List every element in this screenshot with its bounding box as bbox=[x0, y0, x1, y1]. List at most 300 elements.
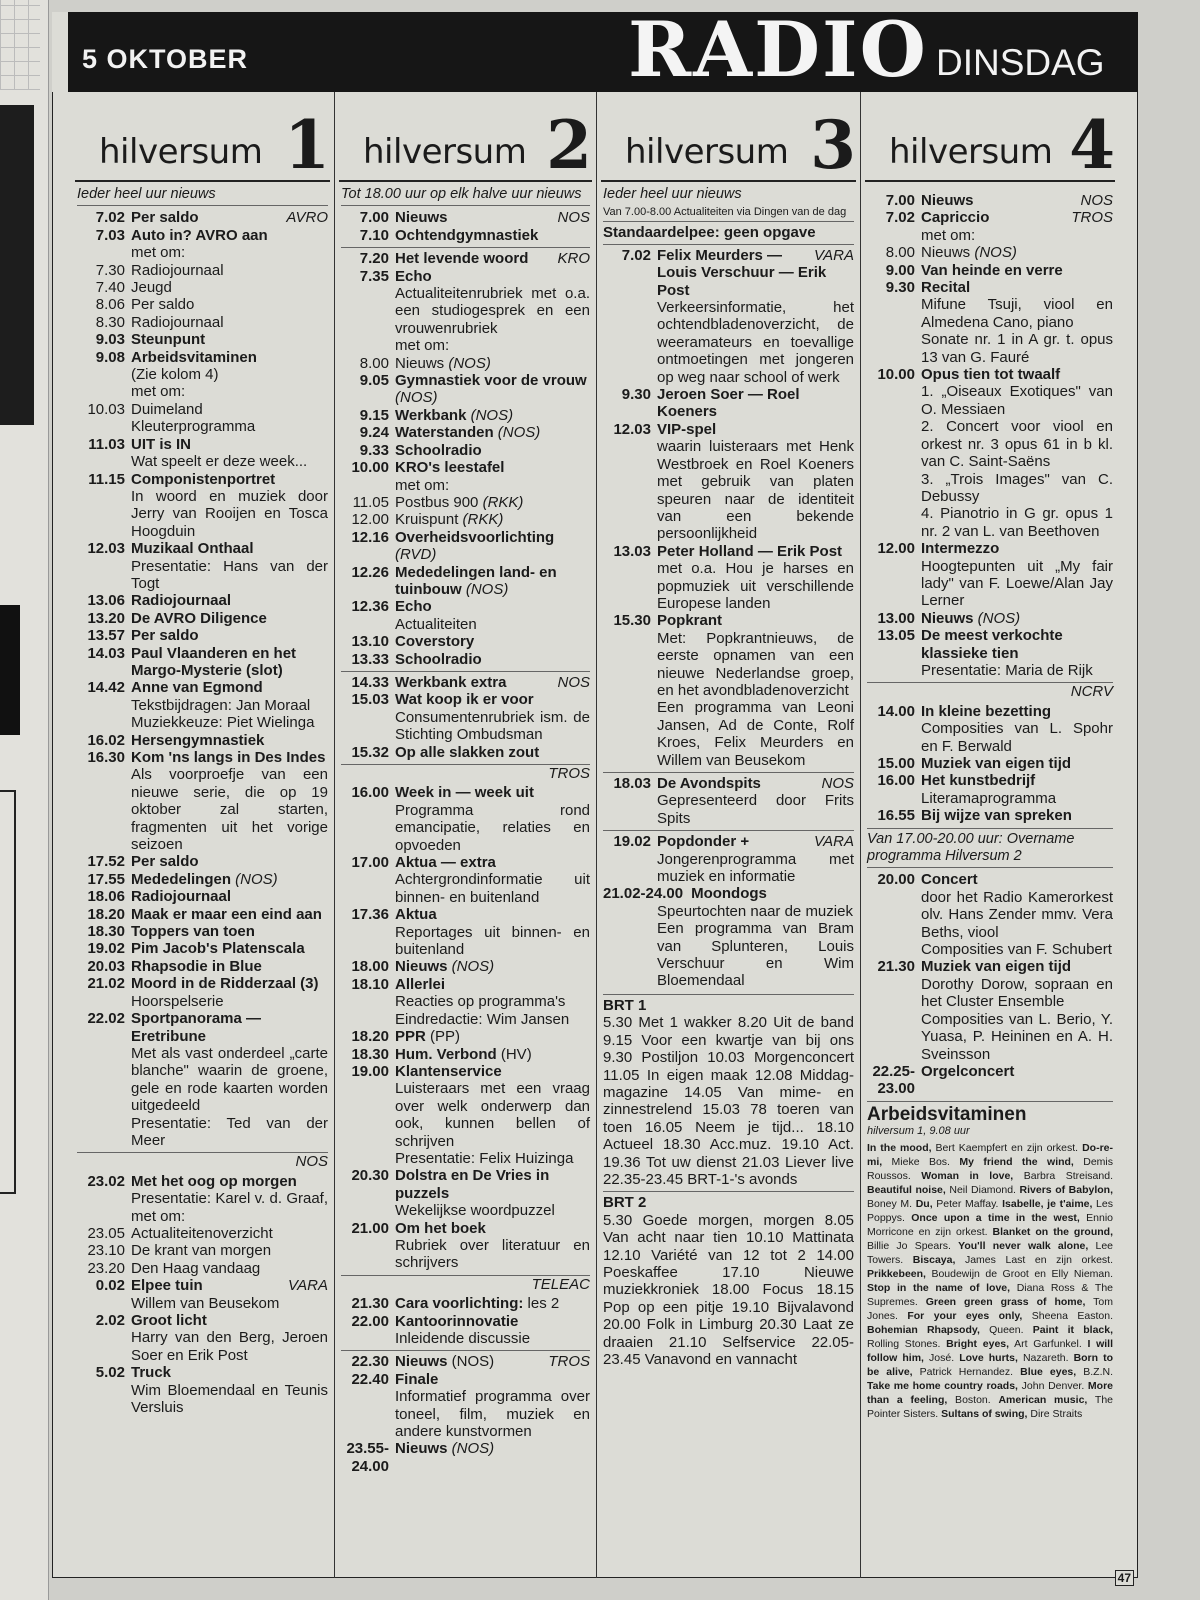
program-body bbox=[921, 279, 1113, 366]
program-body bbox=[395, 691, 590, 743]
program-body bbox=[131, 540, 328, 592]
program-body bbox=[921, 244, 1113, 261]
program-broadcaster: (NOS) bbox=[973, 609, 1021, 627]
program-body bbox=[395, 250, 590, 267]
broadcaster-label: TROS bbox=[341, 764, 590, 782]
program-time: 9.05 bbox=[359, 372, 389, 390]
program-body bbox=[395, 407, 590, 424]
program-time: 20.30 bbox=[351, 1167, 389, 1185]
program-time: 14.42 bbox=[87, 679, 125, 697]
program-title: Moord in de Ridderzaal (3) bbox=[131, 975, 319, 993]
program-entry bbox=[77, 1312, 328, 1364]
song-artist: Neil Diamond. bbox=[945, 1183, 1020, 1196]
broadcaster-tag: TROS bbox=[548, 1353, 590, 1371]
program-title: Popkrant bbox=[657, 612, 723, 630]
program-time: 14.03 bbox=[87, 644, 125, 662]
program-note: (PP) bbox=[425, 1028, 461, 1046]
page-header bbox=[68, 5, 1138, 94]
program-entry bbox=[77, 645, 328, 680]
program-entry bbox=[603, 247, 854, 386]
program-title: Elpee tuin bbox=[131, 1277, 203, 1295]
program-entry bbox=[867, 807, 1113, 824]
program-time: 13.20 bbox=[87, 609, 125, 627]
program-description: Tekstbijdragen: Jan Moraal bbox=[131, 696, 311, 714]
program-body bbox=[921, 772, 1113, 807]
program-description: Reacties op programma's bbox=[395, 993, 566, 1011]
program-time: 22.00 bbox=[351, 1312, 389, 1330]
program-entry bbox=[341, 906, 590, 958]
program-body bbox=[395, 651, 590, 668]
header-title: RADIO bbox=[628, 5, 928, 94]
program-entry bbox=[867, 610, 1113, 627]
column-note: Ieder heel uur nieuws bbox=[77, 186, 328, 206]
song-title: Du, bbox=[915, 1197, 933, 1210]
song-artist: Boston. bbox=[947, 1393, 999, 1406]
program-description: Actualiteiten bbox=[395, 615, 477, 633]
program-time: 15.00 bbox=[877, 755, 915, 772]
program-description: met om: bbox=[131, 383, 186, 401]
program-body bbox=[395, 209, 590, 226]
program-title: Nieuws bbox=[395, 1353, 448, 1371]
program-entry bbox=[77, 314, 328, 331]
program-entry bbox=[77, 592, 328, 609]
program-description: Informatief programma over toneel, film, muziek en andere kunstvormen bbox=[395, 1388, 590, 1441]
broadcaster-tag: VARA bbox=[813, 833, 854, 851]
program-entry bbox=[341, 529, 590, 564]
song-artist: Barbra Streisand. bbox=[1013, 1169, 1113, 1182]
program-title: Per saldo bbox=[131, 296, 195, 314]
program-time: 10.00 bbox=[351, 459, 389, 477]
program-description: Programma rond emancipatie, relaties en opvoeden bbox=[395, 801, 590, 854]
program-description: Kleuterprogramma bbox=[131, 418, 256, 436]
station-name: hilversum bbox=[99, 132, 263, 172]
program-time: 17.52 bbox=[87, 853, 125, 871]
program-title: Peter Holland — Erik Post bbox=[657, 542, 843, 560]
program-entry bbox=[77, 296, 328, 313]
column-body bbox=[861, 182, 1119, 1421]
program-body bbox=[131, 1010, 328, 1149]
program-title: Op alle slakken zout bbox=[395, 743, 540, 761]
song-title: Paint it black, bbox=[1032, 1323, 1114, 1336]
program-title: Gymnastiek voor de vrouw bbox=[395, 372, 587, 390]
song-artist: Lee Towers. bbox=[867, 1239, 1114, 1266]
song-title: I will follow him, bbox=[867, 1337, 1114, 1364]
program-description: Jongerenprogramma met muziek en informatie bbox=[657, 850, 854, 886]
program-title: Actualiteitenoverzicht bbox=[131, 1224, 273, 1242]
program-entry bbox=[77, 958, 328, 975]
program-entry bbox=[867, 772, 1113, 807]
program-entry bbox=[341, 355, 590, 372]
program-broadcaster: (NOS) bbox=[447, 1440, 495, 1458]
program-title: Finale bbox=[395, 1370, 439, 1388]
program-entry bbox=[341, 1295, 590, 1312]
program-broadcaster: (NOS) bbox=[493, 424, 541, 442]
program-body bbox=[131, 592, 328, 609]
program-description: Presentatie: Maria de Rijk bbox=[921, 661, 1093, 679]
program-body bbox=[395, 1313, 590, 1348]
program-body bbox=[657, 247, 854, 386]
program-body bbox=[395, 494, 590, 511]
program-entry bbox=[341, 784, 590, 854]
program-broadcaster: (RKK) bbox=[458, 511, 504, 529]
program-time: 23.05 bbox=[87, 1224, 125, 1242]
program-entry bbox=[77, 627, 328, 644]
program-entry bbox=[341, 958, 590, 975]
header-date: 5 OKTOBER bbox=[82, 44, 249, 74]
program-title: Muziek van eigen tijd bbox=[921, 755, 1072, 772]
program-title: Pim Jacob's Platenscala bbox=[131, 940, 305, 958]
program-body bbox=[395, 1353, 590, 1370]
program-title: Allerlei bbox=[395, 975, 446, 993]
program-entry bbox=[341, 250, 590, 267]
separator bbox=[341, 671, 590, 672]
program-body bbox=[921, 755, 1113, 772]
program-entry bbox=[867, 366, 1113, 540]
program-entry bbox=[77, 436, 328, 471]
program-body bbox=[395, 1046, 590, 1063]
program-description: Wat speelt er deze week... bbox=[131, 453, 308, 471]
program-title: Nieuws bbox=[395, 958, 448, 976]
program-title: Klantenservice bbox=[395, 1062, 502, 1080]
program-time: 14.33 bbox=[351, 673, 389, 691]
program-time: 17.55 bbox=[87, 870, 125, 888]
program-note: (NOS) bbox=[447, 1353, 495, 1371]
program-entry bbox=[867, 279, 1113, 366]
arbeidsvitaminen-playlist bbox=[867, 1141, 1113, 1421]
program-title: Per saldo bbox=[131, 209, 199, 227]
program-time: 18.03 bbox=[613, 775, 651, 792]
program-body bbox=[657, 775, 854, 827]
program-description: Literamaprogramma bbox=[921, 789, 1057, 807]
program-body bbox=[131, 975, 328, 1010]
program-description: 1. „Oiseaux Exotiques" van O. Messiaen bbox=[921, 383, 1113, 418]
program-time: 7.40 bbox=[95, 279, 125, 297]
separator bbox=[341, 1350, 590, 1351]
program-body bbox=[395, 442, 590, 459]
broadcaster-label: NCRV bbox=[867, 682, 1113, 700]
song-artist: Demis Roussos. bbox=[867, 1155, 1113, 1182]
program-time: 12.16 bbox=[351, 528, 389, 546]
program-description: Consumentenrubriek ism. de Stichting Ombudsman bbox=[395, 708, 590, 744]
program-title: VIP-spel bbox=[657, 420, 717, 438]
song-artist: Diana Ross & The Supremes. bbox=[867, 1281, 1114, 1308]
song-artist: John Denver. bbox=[1017, 1379, 1088, 1392]
program-body bbox=[657, 386, 854, 421]
program-entry bbox=[341, 564, 590, 599]
program-body bbox=[131, 627, 328, 644]
program-broadcaster: (NOS) bbox=[395, 389, 438, 407]
program-body bbox=[395, 424, 590, 441]
program-entry bbox=[867, 192, 1113, 209]
program-time: 18.00 bbox=[351, 958, 389, 976]
program-time: 7.02 bbox=[885, 209, 915, 227]
program-description: Rubriek over literatuur en schrijvers bbox=[395, 1236, 590, 1272]
program-description: Luisteraars met een vraag over welk onderwerp dan ook, kunnen bellen of schrijven bbox=[395, 1080, 590, 1150]
program-time: 21.30 bbox=[877, 958, 915, 976]
program-entry bbox=[341, 494, 590, 511]
program-description: met om: bbox=[395, 476, 450, 494]
program-time: 14.00 bbox=[877, 702, 915, 720]
program-entry bbox=[77, 975, 328, 1010]
program-description: Muziekkeuze: Piet Wielinga bbox=[131, 714, 315, 732]
program-description: 2. Concert voor viool en orkest nr. 3 opus 61 in b kl. van C. Saint-Saëns bbox=[921, 418, 1113, 471]
program-entry bbox=[603, 612, 854, 769]
program-description: Reportages uit binnen- en buitenland bbox=[395, 923, 590, 959]
program-body bbox=[395, 784, 590, 854]
program-title: Coverstory bbox=[395, 633, 475, 651]
program-time: 9.03 bbox=[95, 331, 125, 349]
program-title: Wat koop ik er voor bbox=[395, 691, 534, 709]
program-time: 7.35 bbox=[359, 267, 389, 285]
program-time: 8.06 bbox=[95, 296, 125, 314]
program-title: Popdonder + bbox=[657, 833, 750, 851]
program-entry bbox=[77, 940, 328, 957]
song-title: Biscaya, bbox=[912, 1253, 956, 1266]
song-artist: Rolling Stones. bbox=[867, 1337, 947, 1350]
brt1-schedule: 5.30 Met 1 wakker 8.20 Uit de band 9.15 Voor een kwartje van bij ons 9.30 Postiljon 10.03 Morgenconcert 11.05 In eigen maak 12.08 Middag-magazine 14.05 Van mime- en zinnestrelend 15.03 78 toeren van toen 16.05 Neem je tijd... 18.10 Actueel 18.30 Acc.muz. 19.10 Act. 19.36 Tot uw dienst 21.03 Liever live 22.35-23.45 BRT-1-'s avonds bbox=[603, 1014, 854, 1188]
song-title: American music, bbox=[998, 1393, 1088, 1406]
program-title: Orgelconcert bbox=[921, 1062, 1015, 1080]
song-title: For your eyes only, bbox=[907, 1309, 1023, 1322]
song-title: Do-re-mi, bbox=[867, 1141, 1113, 1168]
program-time: 13.10 bbox=[351, 633, 389, 651]
program-title: Anne van Egmond bbox=[131, 679, 263, 697]
column-hilversum-1 bbox=[71, 92, 335, 1578]
program-time: 22.02 bbox=[87, 1010, 125, 1028]
program-title: De Avondspits bbox=[657, 775, 761, 792]
program-time: 5.02 bbox=[95, 1364, 125, 1382]
program-time: 18.30 bbox=[87, 923, 125, 941]
program-title: Intermezzo bbox=[921, 540, 1000, 558]
station-name: hilversum bbox=[363, 132, 527, 172]
song-artist: Boudewijn de Groot en Elly Nieman. bbox=[925, 1267, 1113, 1280]
program-body bbox=[395, 268, 590, 355]
program-body bbox=[921, 540, 1113, 610]
program-description: Wekelijkse woordpuzzel bbox=[395, 1202, 555, 1220]
station-name: hilversum bbox=[889, 132, 1053, 172]
program-description: waarin luisteraars met Henk Westbroek en Roel Koeners met gebruik van platen speuren naar de identiteit van een bekende persoonlijkheid bbox=[657, 438, 854, 543]
program-description: Gepresenteerd door Frits Spits bbox=[657, 792, 854, 827]
song-artist: Queen. bbox=[979, 1323, 1033, 1336]
broadcaster-tag: KRO bbox=[557, 250, 590, 268]
program-entry bbox=[77, 209, 328, 226]
program-broadcaster: (NOS) bbox=[231, 870, 278, 888]
program-title: Cara voorlichting: bbox=[395, 1295, 524, 1313]
program-time: 16.00 bbox=[877, 772, 915, 790]
program-time: 7.10 bbox=[359, 226, 389, 244]
program-time: 8.00 bbox=[359, 354, 389, 372]
song-title: Bohemian Rhapsody, bbox=[867, 1323, 980, 1336]
column-heading bbox=[75, 92, 330, 182]
program-time: 16.55 bbox=[877, 807, 915, 825]
program-body bbox=[395, 355, 590, 372]
program-body bbox=[131, 227, 328, 262]
crossword-fragment bbox=[0, 0, 40, 90]
program-time: 21.02-24.00 bbox=[603, 885, 684, 903]
program-entry bbox=[77, 853, 328, 870]
program-entry bbox=[77, 540, 328, 592]
program-entry bbox=[603, 421, 854, 543]
program-time: 19.02 bbox=[613, 833, 651, 851]
program-title: Arbeidsvitaminen bbox=[131, 348, 257, 366]
program-entry bbox=[867, 871, 1113, 958]
song-title: Love hurts, bbox=[959, 1351, 1018, 1364]
program-time: 9.30 bbox=[885, 279, 915, 297]
station-number: 3 bbox=[810, 106, 856, 184]
song-title: Stop in the name of love, bbox=[867, 1281, 1011, 1294]
program-title: Kantoorinnovatie bbox=[395, 1312, 519, 1330]
program-entry bbox=[341, 209, 590, 226]
brt2-schedule: 5.30 Goede morgen, morgen 8.05 Van acht naar tien 10.10 Mattinata 12.10 Variété van 12 tot 2 14.00 Poeskaffee 17.10 Nieuwe muziekkroniek 18.00 Focus 18.15 Pop op een pitje 19.10 Bijvalavond 20.00 Folk in Limburg 20.30 Laat ze draaien 21.10 Selfservice 22.05-23.45 Vanavond en vannacht bbox=[603, 1211, 854, 1368]
program-entry bbox=[341, 674, 590, 691]
program-time: 15.03 bbox=[351, 691, 389, 709]
program-time: 7.30 bbox=[95, 261, 125, 279]
song-artist: Mieke Bos. bbox=[882, 1155, 960, 1168]
lead-line: Standaardelpee: geen opgave bbox=[603, 224, 854, 244]
broadcaster-tag: NOS bbox=[557, 673, 590, 691]
station-name: hilversum bbox=[625, 132, 789, 172]
program-entry bbox=[341, 1371, 590, 1441]
program-entry bbox=[603, 386, 854, 421]
program-entry bbox=[77, 331, 328, 348]
song-title: Blue eyes, bbox=[1020, 1365, 1077, 1378]
program-body bbox=[131, 645, 328, 680]
column-hilversum-3 bbox=[597, 92, 861, 1578]
song-title: Woman in love, bbox=[921, 1169, 1014, 1182]
program-title: Van heinde en verre bbox=[921, 261, 1063, 279]
program-body bbox=[395, 227, 590, 244]
program-entry bbox=[341, 511, 590, 528]
program-title: Om het boek bbox=[395, 1219, 486, 1237]
program-entry bbox=[341, 227, 590, 244]
column-note: Tot 18.00 uur op elk halve uur nieuws bbox=[341, 186, 590, 206]
program-body bbox=[131, 1277, 328, 1312]
program-description: 4. Pianotrio in G gr. opus 1 nr. 2 van L. van Beethoven bbox=[921, 505, 1113, 540]
program-body bbox=[395, 1220, 590, 1272]
program-entry bbox=[867, 703, 1113, 755]
adjacent-page-strip bbox=[0, 0, 49, 1600]
program-title: Werkbank extra bbox=[395, 673, 507, 691]
brt1-heading: BRT 1 bbox=[603, 996, 647, 1014]
program-time: 12.03 bbox=[613, 420, 651, 438]
program-body bbox=[131, 1225, 328, 1242]
program-body bbox=[131, 906, 328, 923]
program-body bbox=[657, 543, 854, 613]
program-time: 12.03 bbox=[87, 540, 125, 558]
program-title: Nieuws bbox=[921, 244, 971, 262]
song-title: Green green grass of home, bbox=[925, 1295, 1086, 1308]
program-title: Opus tien tot twaalf bbox=[921, 366, 1061, 384]
program-title: Werkbank bbox=[395, 406, 467, 424]
program-time: 9.33 bbox=[359, 441, 389, 459]
program-body bbox=[131, 871, 328, 888]
program-body bbox=[921, 262, 1113, 279]
separator bbox=[603, 772, 854, 773]
program-description: door het Radio Kamerorkest olv. Hans Zender mmv. Vera Beths, viool bbox=[921, 888, 1113, 941]
program-title: De krant van morgen bbox=[131, 1242, 272, 1260]
program-entry bbox=[341, 1440, 590, 1475]
song-artist: Art Garfunkel. bbox=[1009, 1337, 1088, 1350]
station-number: 4 bbox=[1069, 106, 1115, 184]
program-title: Sportpanorama — Eretribune bbox=[131, 1010, 262, 1045]
program-entry bbox=[341, 1353, 590, 1370]
program-title: Capriccio bbox=[921, 209, 990, 227]
song-title: Bright eyes, bbox=[946, 1337, 1010, 1350]
program-title: UIT is IN bbox=[131, 435, 192, 453]
program-title: Week in — week uit bbox=[395, 784, 534, 802]
program-body bbox=[131, 401, 328, 436]
program-time: 10.03 bbox=[87, 400, 125, 418]
song-title: Sultans of swing, bbox=[941, 1407, 1028, 1420]
program-time: 16.30 bbox=[87, 749, 125, 766]
program-entry bbox=[341, 407, 590, 424]
program-time: 22.40 bbox=[351, 1370, 389, 1388]
radio-listing-page bbox=[52, 5, 1138, 1585]
program-description: Met als vast onderdeel „carte blanche" waarin de groene, gele en rode kaarten worden uitgedeeld bbox=[131, 1044, 328, 1115]
program-time: 18.30 bbox=[351, 1045, 389, 1063]
program-description: Een programma van Bram van Splunteren, Louis Verschuur en Wim Bloemendaal bbox=[657, 920, 854, 990]
program-title: KRO's leestafel bbox=[395, 459, 505, 477]
program-body bbox=[395, 372, 590, 407]
program-entry bbox=[341, 744, 590, 761]
program-title: Jeroen Soer — Roel Koeners bbox=[657, 386, 800, 421]
program-entry bbox=[77, 1277, 328, 1312]
program-description: Hoogtepunten uit „My fair lady" van F. Loewe/Alan Jay Lerner bbox=[921, 557, 1113, 610]
program-title: Maak er maar een eind aan bbox=[131, 905, 322, 923]
program-entry bbox=[341, 976, 590, 1028]
program-time: 23.55-24.00 bbox=[346, 1440, 389, 1475]
station-number: 2 bbox=[546, 106, 592, 184]
program-body bbox=[657, 421, 854, 543]
arbeidsvitaminen-subtitle: hilversum 1, 9.08 uur bbox=[867, 1125, 970, 1138]
program-body bbox=[131, 940, 328, 957]
program-body bbox=[921, 958, 1113, 1062]
program-time: 9.00 bbox=[885, 261, 915, 279]
program-title: Radiojournaal bbox=[131, 313, 224, 331]
program-entry bbox=[867, 262, 1113, 279]
column-small-note: Van 7.00-8.00 Actualiteiten via Dingen van de dag bbox=[603, 205, 854, 222]
program-entry bbox=[867, 540, 1113, 610]
program-title: Rhapsodie in Blue bbox=[131, 957, 262, 975]
program-time: 21.00 bbox=[351, 1219, 389, 1237]
program-title: Moondogs bbox=[691, 885, 767, 903]
program-title: De meest verkochte klassieke tien bbox=[921, 627, 1063, 662]
program-description: Willem van Beusekom bbox=[131, 1294, 280, 1312]
program-time: 18.20 bbox=[351, 1028, 389, 1046]
program-time: 23.10 bbox=[87, 1242, 125, 1260]
broadcaster-tag: NOS bbox=[821, 775, 854, 792]
program-entry bbox=[341, 442, 590, 459]
brt2-heading: BRT 2 bbox=[603, 1194, 647, 1212]
program-title: Paul Vlaanderen en het Margo-Mysterie (slot) bbox=[131, 644, 297, 679]
program-body bbox=[395, 854, 590, 906]
program-entry bbox=[341, 372, 590, 407]
song-artist: Dire Straits bbox=[1027, 1407, 1083, 1420]
broadcaster-tag: AVRO bbox=[286, 209, 328, 227]
program-title: Steunpunt bbox=[131, 331, 206, 349]
program-title: Nieuws bbox=[921, 192, 974, 209]
program-entry bbox=[341, 268, 590, 355]
program-description: Met: Popkrantnieuws, de eerste opnamen van een nieuwe Nederlandse groep, en het avondbladenoverzicht bbox=[657, 629, 854, 699]
program-time: 20.00 bbox=[877, 871, 915, 889]
program-body bbox=[921, 192, 1113, 209]
broadcaster-tag: VARA bbox=[287, 1277, 328, 1295]
separator bbox=[341, 247, 590, 248]
program-description: Composities van L. Spohr en F. Berwald bbox=[921, 720, 1113, 755]
song-artist: Boney M. bbox=[867, 1197, 916, 1210]
column-body bbox=[71, 182, 334, 1416]
program-description: Presentatie: Hans van der Togt bbox=[131, 557, 328, 592]
